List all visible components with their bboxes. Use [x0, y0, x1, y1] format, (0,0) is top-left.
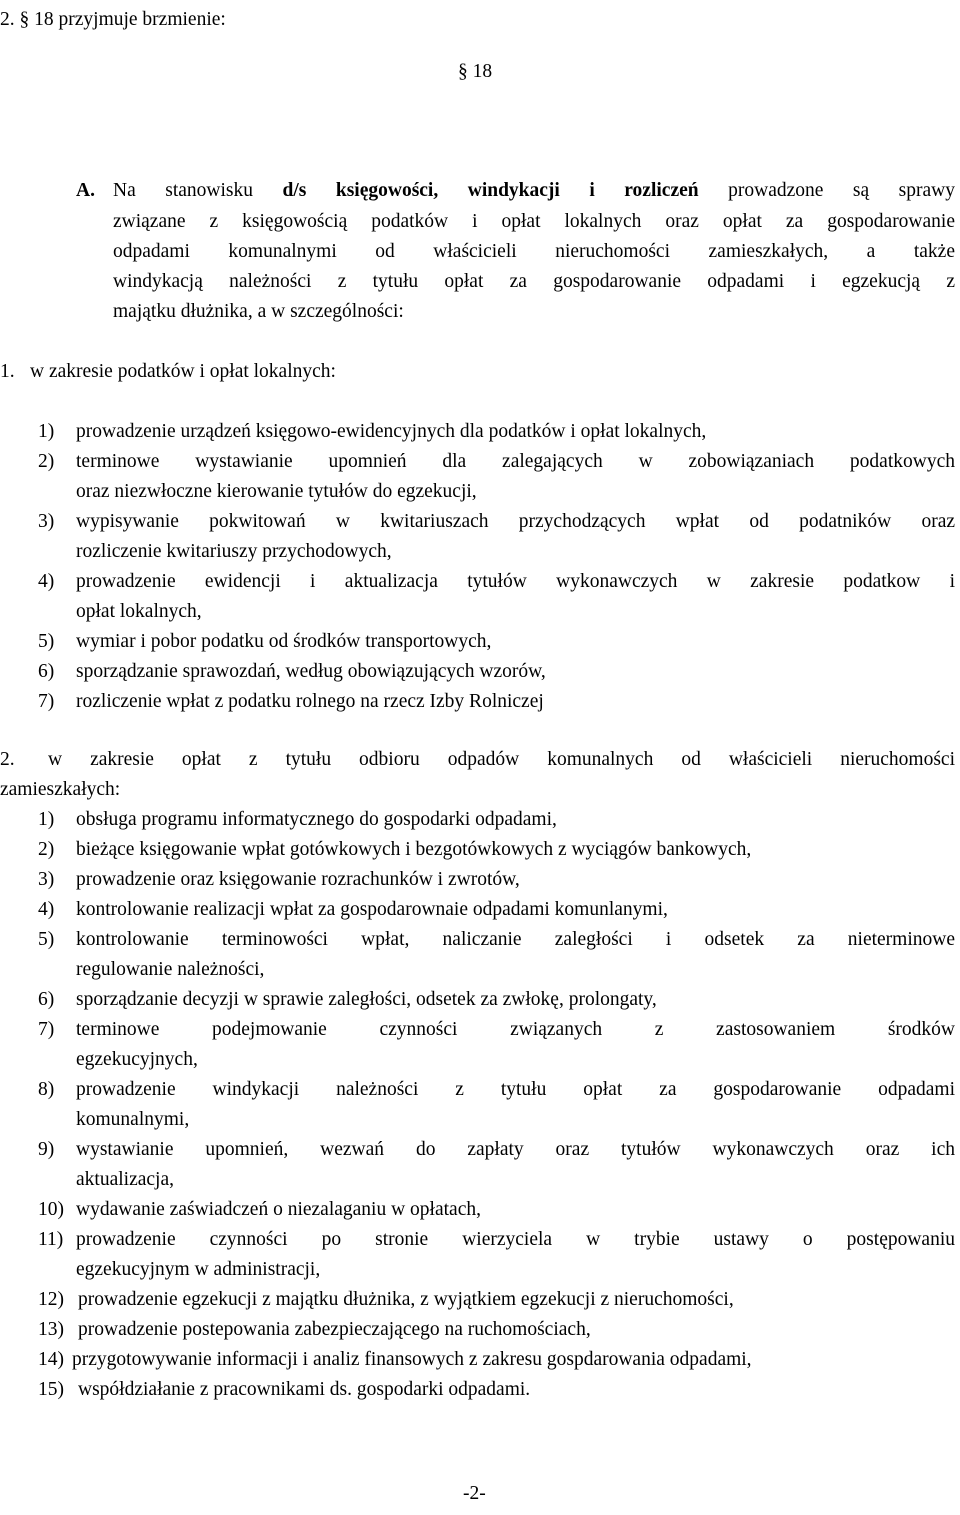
list-item-number: 13): [38, 1319, 64, 1340]
page-number: -2-: [463, 1483, 486, 1504]
part-1-number: 1.: [0, 361, 15, 382]
list-item-number: 11): [38, 1229, 64, 1250]
section-a-intro-pre: Na stanowisku: [113, 180, 283, 201]
list-item-text: terminowe wystawianie upomnień dla zalegających w zobowiązaniach podatkowych: [76, 451, 955, 472]
section-a-line: związane z księgowością podatków i opłat lokalnych oraz opłat za gospodarowanie: [113, 211, 955, 232]
list-item-text: egzekucyjnym w administracji,: [76, 1259, 321, 1280]
part-2-heading: w zakresie opłat z tytułu odbioru odpadów komunalnych od właścicieli nieruchomości: [48, 749, 955, 770]
list-item-number: 1): [38, 421, 55, 442]
list-item-number: 3): [38, 869, 55, 890]
section-a-letter: A.: [76, 180, 95, 201]
list-item-text: opłat lokalnych,: [76, 601, 202, 622]
list-item-text: prowadzenie postepowania zabezpieczającego na ruchomościach,: [78, 1319, 591, 1340]
list-item-number: 7): [38, 1019, 55, 1040]
section-a-intro-post: prowadzone są sprawy: [698, 180, 955, 201]
list-item-text: wymiar i pobor podatku od środków transportowych,: [76, 631, 492, 652]
part-2-heading: zamieszkałych:: [0, 779, 121, 800]
list-item-number: 6): [38, 989, 55, 1010]
list-item-text: wypisywanie pokwitowań w kwitariuszach przychodzących wpłat od podatników oraz: [76, 511, 955, 532]
list-item-text: prowadzenie oraz księgowanie rozrachunków i zwrotów,: [76, 869, 520, 890]
list-item-text: współdziałanie z pracownikami ds. gospodarki odpadami.: [78, 1379, 531, 1400]
list-item-number: 3): [38, 511, 55, 532]
list-item-text: rozliczenie wpłat z podatku rolnego na rzecz Izby Rolniczej: [76, 691, 544, 712]
list-item-number: 4): [38, 899, 55, 920]
list-item-text: sporządzanie sprawozdań, według obowiązujących wzorów,: [76, 661, 546, 682]
list-item-text: rozliczenie kwitariuszy przychodowych,: [76, 541, 392, 562]
part-2-number: 2.: [0, 749, 15, 770]
list-item-number: 2): [38, 451, 55, 472]
list-item-number: 4): [38, 571, 55, 592]
list-item-number: 5): [38, 631, 55, 652]
list-item-number: 5): [38, 929, 55, 950]
list-item-text: wydawanie zaświadczeń o niezalaganiu w opłatach,: [76, 1199, 481, 1220]
list-item-text: prowadzenie czynności po stronie wierzyciela w trybie ustawy o postępowaniu: [76, 1229, 955, 1250]
list-item-number: 15): [38, 1379, 64, 1400]
section-symbol: § 18: [458, 61, 493, 82]
list-item-text: wystawianie upomnień, wezwań do zapłaty oraz tytułów wykonawczych oraz ich: [76, 1139, 955, 1160]
list-item-number: 10): [38, 1199, 64, 1220]
list-item-text: prowadzenie ewidencji i aktualizacja tytułów wykonawczych w zakresie podatkow i: [76, 571, 955, 592]
list-item-text: prowadzenie urządzeń księgowo-ewidencyjnych dla podatków i opłat lokalnych,: [76, 421, 707, 442]
list-item-text: egzekucyjnych,: [76, 1049, 198, 1070]
section-a-line: majątku dłużnika, a w szczególności:: [113, 301, 404, 322]
list-item-number: 8): [38, 1079, 55, 1100]
section-a-intro: [113, 179, 955, 203]
list-item-text: przygotowywanie informacji i analiz finansowych z zakresu gospdarowania odpadami,: [72, 1349, 752, 1370]
list-item-text: oraz niezwłoczne kierowanie tytułów do egzekucji,: [76, 481, 477, 502]
list-item-number: 14): [38, 1349, 64, 1370]
list-item-text: prowadzenie egzekucji z majątku dłużnika, z wyjątkiem egzekucji z nieruchomości,: [78, 1289, 734, 1310]
list-item-text: sporządzanie decyzji w sprawie zaległości, odsetek za zwłokę, prolongaty,: [76, 989, 657, 1010]
section-a-line: odpadami komunalnymi od właścicieli nieruchomości zamieszkałych, a także: [113, 241, 955, 262]
list-item-text: prowadzenie windykacji należności z tytułu opłat za gospodarowanie odpadami: [76, 1079, 955, 1100]
list-item-number: 7): [38, 691, 55, 712]
list-item-text: regulowanie należności,: [76, 959, 265, 980]
section-a-line: windykacją należności z tytułu opłat za gospodarowanie odpadami i egzekucją z: [113, 271, 955, 292]
list-item-number: 12): [38, 1289, 64, 1310]
list-item-text: aktualizacja,: [76, 1169, 174, 1190]
list-item-number: 9): [38, 1139, 55, 1160]
list-item-text: kontrolowanie realizacji wpłat za gospodarownaie odpadami komunlanymi,: [76, 899, 668, 920]
amendment-heading: 2. § 18 przyjmuje brzmienie:: [0, 9, 226, 30]
list-item-number: 6): [38, 661, 55, 682]
list-item-text: kontrolowanie terminowości wpłat, naliczanie zaległości i odsetek za nieterminowe: [76, 929, 955, 950]
part-1-heading: w zakresie podatków i opłat lokalnych:: [30, 361, 336, 382]
list-item-text: obsługa programu informatycznego do gospodarki odpadami,: [76, 809, 557, 830]
list-item-number: 2): [38, 839, 55, 860]
section-a-position-name: d/s księgowości, windykacji i rozliczeń: [282, 180, 699, 201]
list-item-text: terminowe podejmowanie czynności związanych z zastosowaniem środków: [76, 1019, 955, 1040]
list-item-text: bieżące księgowanie wpłat gotówkowych i bezgotówkowych z wyciągów bankowych,: [76, 839, 752, 860]
list-item-number: 1): [38, 809, 55, 830]
list-item-text: komunalnymi,: [76, 1109, 190, 1130]
